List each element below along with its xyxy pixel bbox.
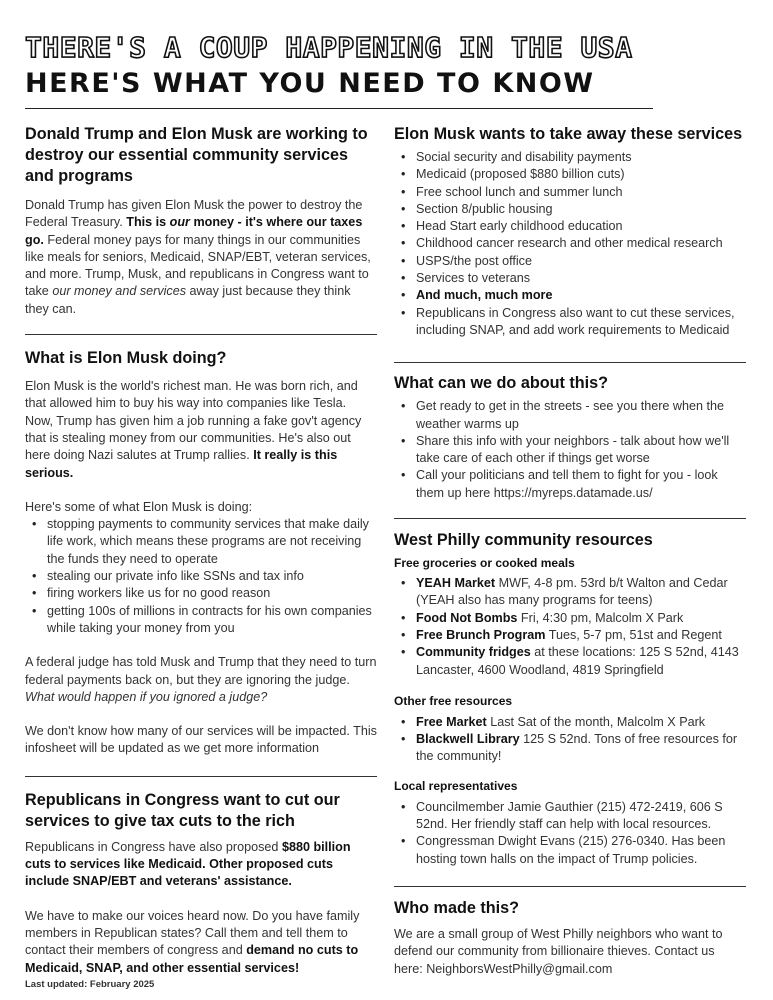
section-heading: Republicans in Congress want to cut our services to give tax cuts to the rich	[25, 790, 340, 830]
text: 125 S 52nd. Tons of free resources for the community!	[416, 732, 738, 764]
subheading-local-reps: Local representatives	[394, 778, 518, 793]
italic-text: What would happen if you ignored a judge?	[25, 689, 268, 704]
text: Federal money pays for many things in our communities like meals for seniors, Medicaid, SNAP/EBT, veteran services, and more. Trump, Musk, and republicans in Congress want to take	[25, 232, 371, 299]
list-item: • Congressman Dwight Evans (215) 276-0340. Has been hosting town halls on the impact of Trump policies.	[394, 833, 746, 868]
list-item	[394, 731, 746, 766]
list-item: • stopping payments to community services that make daily life work, which means these programs are not receiving the funds they need to operate	[25, 516, 377, 568]
list-item: • Social security and disability payments	[394, 149, 746, 166]
section-divider	[25, 776, 377, 777]
reps-list	[394, 799, 746, 868]
section-heading: Elon Musk wants to take away these services	[394, 125, 743, 143]
list-item: • Share this info with your neighbors - talk about how we'll take care of each other if things get worse	[394, 433, 746, 468]
paragraph: We are a small group of West Philly neighbors who want to defend our community from billionaire thieves. Contact us here: NeighborsWestPhilly@gmail.com	[394, 926, 723, 976]
text: Tues, 5-7 pm, 51st and Regent	[545, 627, 722, 642]
left-column	[25, 124, 377, 991]
list-item: • Free school lunch and summer lunch	[394, 184, 746, 201]
page-title: THERE'S A COUP HAPPENING IN THE USA	[25, 31, 633, 64]
list-item: • Republicans in Congress also want to cut these services, including SNAP, and add work requirements to Medicaid	[394, 305, 746, 340]
subheading-other-resources: Other free resources	[394, 693, 513, 708]
list-item: • Medicaid (proposed $880 billion cuts)	[394, 166, 746, 183]
section-what-can-we-do	[394, 373, 746, 502]
bold-text: And much, much more	[416, 288, 553, 303]
resource-name: YEAH Market	[416, 576, 496, 591]
list-item: • Head Start early childhood education	[394, 218, 746, 235]
section-heading: West Philly community resources	[394, 531, 653, 550]
section-divider	[25, 334, 377, 335]
section-heading: Who made this?	[394, 898, 520, 917]
list-item	[394, 287, 746, 304]
text: away just because they think they can.	[25, 284, 351, 316]
list-item: • stealing our private info like SSNs and tax info	[25, 568, 377, 585]
list-item: • Services to veterans	[394, 270, 746, 287]
text: Last Sat of the month, Malcolm X Park	[486, 714, 706, 729]
paragraph: We don't know how many of our services will be impacted. This infosheet will be updated as we get more information	[25, 724, 377, 756]
subheading-free-food: Free groceries or cooked meals	[394, 556, 575, 571]
paragraph	[25, 839, 377, 891]
list-item: • Councilmember Jamie Gauthier (215) 472-2419, 606 S 52nd. Her friendly staff can help with local resources.	[394, 799, 746, 834]
paragraph	[25, 908, 377, 977]
text: money - it's where our taxes go.	[25, 215, 363, 247]
paragraph	[25, 378, 377, 482]
text: A federal judge has told Musk and Trump that they need to turn federal payments back on, but they are ignoring the judge.	[25, 655, 377, 687]
list-item: • firing workers like us for no good reason	[25, 585, 377, 602]
text: at these locations: 125 S 52nd, 4143 Lancaster, 4600 Woodland, 4819 Springfield	[416, 645, 739, 677]
resource-name: Food Not Bombs	[416, 610, 518, 625]
section-divider	[394, 886, 746, 887]
paragraph	[25, 654, 377, 706]
section-divider	[394, 362, 746, 363]
list-item	[394, 714, 746, 731]
paragraph: Here's some of what Elon Musk is doing:	[25, 499, 253, 514]
resource-name: Blackwell Library	[416, 732, 520, 747]
actions-list	[394, 398, 746, 502]
list-item	[394, 627, 746, 644]
header-divider	[25, 108, 653, 109]
section-what-is-musk-doing	[25, 348, 377, 758]
text: Elon Musk is the world's richest man. He was born rich, and that allowed him to buy his way into companies like Tesla. Now, Trump has given him a job running a fake gov't agency that is stealing money from our communities. He's also out here doing Nazi salutes at Trump rallies.	[25, 379, 362, 463]
section-republicans-cuts	[25, 790, 377, 991]
page-header	[25, 30, 655, 102]
list-item: • Section 8/public housing	[394, 201, 746, 218]
section-who-made-this	[394, 898, 746, 978]
musk-actions-list	[25, 516, 377, 637]
section-community-resources	[394, 530, 746, 868]
bold-text: It really is this serious.	[25, 448, 338, 480]
list-item: • Get ready to get in the streets - see you there when the weather warms up	[394, 398, 746, 433]
list-item: • Call your politicians and tell them to fight for you - look them up here https://myreps.datamade.us/	[394, 467, 746, 502]
resource-name: Free Market	[416, 714, 487, 729]
text: Donald Trump has given Elon Musk the power to destroy the Federal Treasury.	[25, 198, 363, 230]
list-item	[394, 610, 746, 627]
text: Republicans in Congress have also proposed	[25, 839, 282, 854]
right-column	[394, 124, 746, 978]
text: This is	[126, 215, 170, 230]
list-item: • Childhood cancer research and other medical research	[394, 235, 746, 252]
other-resources-list	[394, 714, 746, 766]
section-heading: What is Elon Musk doing?	[25, 349, 227, 368]
page-subtitle: HERE'S WHAT YOU NEED TO KNOW	[25, 68, 595, 99]
last-updated: Last updated: February 2025	[25, 978, 155, 990]
services-list	[394, 149, 746, 339]
bold-text: $880 billion cuts to services like Medicaid. Other proposed cuts include SNAP/EBT and veterans' assistance.	[25, 839, 351, 889]
resource-name: Free Brunch Program	[416, 627, 546, 642]
section-divider	[394, 518, 746, 519]
text: We have to make our voices heard now. Do you have family members in Republican states? Call them and tell them to contact their members of congress and	[25, 908, 360, 958]
list-item: • USPS/the post office	[394, 253, 746, 270]
section-services-at-risk	[394, 124, 746, 339]
list-item: • getting 100s of millions in contracts for his own companies while taking your money from you	[25, 603, 377, 638]
paragraph	[25, 197, 377, 318]
section-trump-musk	[25, 124, 377, 318]
section-heading: Donald Trump and Elon Musk are working to destroy our essential community services and programs	[25, 125, 368, 185]
bold-text: demand no cuts to Medicaid, SNAP, and other essential services!	[25, 943, 359, 975]
text: MWF, 4-8 pm. 53rd b/t Walton and Cedar (YEAH also has many programs for teens)	[416, 576, 728, 608]
section-heading: What can we do about this?	[394, 374, 609, 393]
food-resources-list	[394, 575, 746, 679]
resource-name: Community fridges	[416, 645, 531, 660]
italic-text: our money and services	[52, 284, 187, 299]
italic-text: our	[169, 215, 190, 230]
text: Fri, 4:30 pm, Malcolm X Park	[517, 610, 684, 625]
list-item	[394, 644, 746, 679]
list-item	[394, 575, 746, 610]
